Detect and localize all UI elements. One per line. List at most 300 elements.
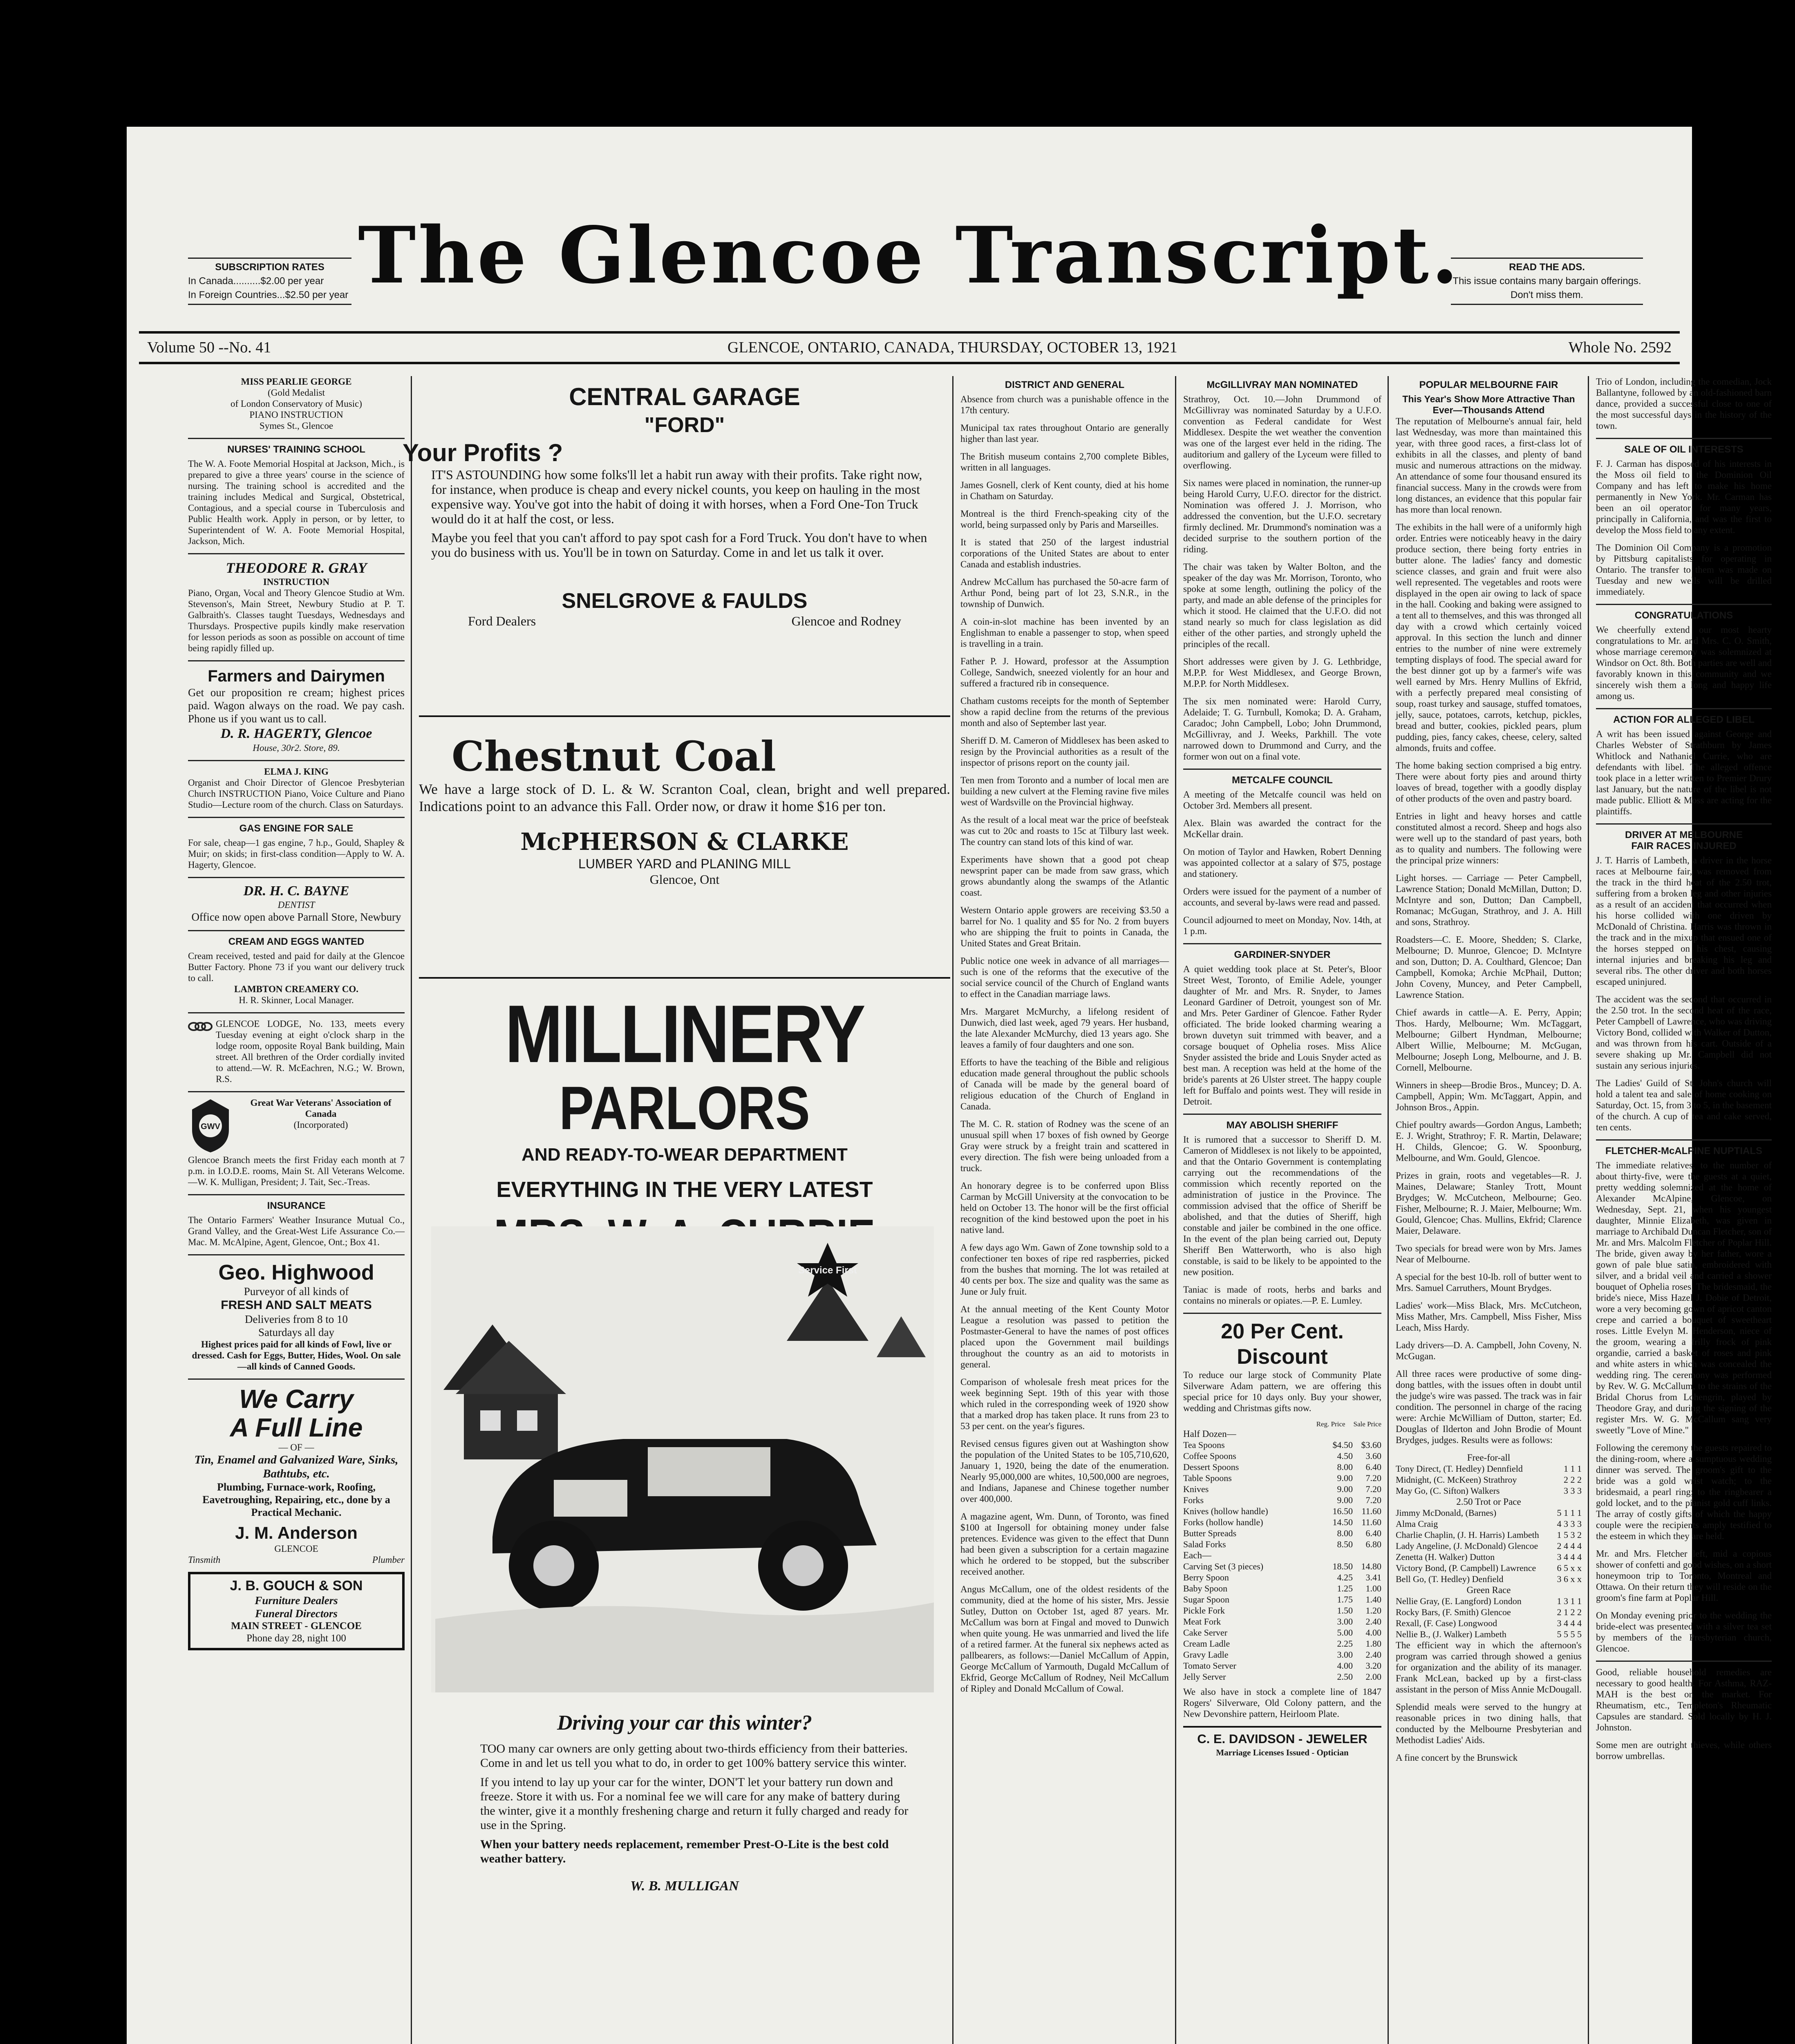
cream-ad	[188, 936, 405, 1006]
row-label: Jelly Server	[1183, 1672, 1226, 1682]
row-value: 5 1 1 1	[1557, 1508, 1582, 1518]
row-value: 2 4 4 4	[1557, 1541, 1582, 1551]
news-item: Mrs. Margaret McMurchy, a lifelong resident of Dunwich, died last week, aged 79 years. Her husband, the late Alexander McMurchy, died 13 years ago. She leaves a family of four daughters and one son.	[960, 1006, 1169, 1050]
col-header: Reg. Price	[1316, 1420, 1345, 1428]
fair-paragraph: The efficient way in which the afternoon's program was carried through showed a genius for organization and the ability of its manager. Frank McLean, backed up by a first-class assistant in the person of Miss Annie McDougall.	[1396, 1640, 1582, 1694]
row-value: 1.80	[1365, 1638, 1381, 1649]
separator	[188, 1378, 405, 1380]
row-label: Tony Direct, (T. Hedley) Dennfield	[1396, 1464, 1523, 1474]
news-paragraph: On Monday evening prior to the wedding the bride-elect was presented with a silver tea set by members of the Presbyterian church, Glencoe.	[1596, 1610, 1772, 1654]
ad-line: Purveyor of all kinds of	[244, 1285, 349, 1298]
row-value: 2 2 2	[1564, 1475, 1582, 1485]
news-paragraph: J. T. Harris of Lambeth, a driver in the horse races at Melbourne fair, was removed from the track in the third heat of the 2.50 trot, suffering from a broken leg and other injuries as a result of an accident that occurred when his horse collided with one driven by McDonald of Christina. Harris was thrown in the track and in the mixup that ensued one of the horses stepped on his chest, causing internal injuries and breaking his leg and several ribs. The other driver and both horses escaped uninjured.	[1596, 855, 1772, 987]
row-label: Coffee Spoons	[1183, 1451, 1236, 1461]
price-row	[1183, 1539, 1381, 1550]
row-label: Salad Forks	[1183, 1539, 1226, 1549]
column-rule	[1388, 376, 1389, 2044]
row-value: 3.00	[1337, 1616, 1353, 1627]
fair-paragraph: Ladies' work—Miss Black, Mrs. McCutcheon, Miss Mather, Mrs. Campbell, Miss Fisher, Miss Leach, Miss Hardy.	[1396, 1300, 1582, 1333]
card-sub: INSTRUCTION	[263, 577, 330, 587]
news-item: A few days ago Wm. Gawn of Zone township sold to a confectioner ten boxes of ripe red raspberries, picked from the bushes that morning. The lot was retailed at 40 cents per box. The size and quality was the same as June or July fruit.	[960, 1242, 1169, 1297]
race-row	[1396, 1551, 1582, 1562]
ad-text: We have a large stock of D. L. & W. Scranton Coal, clean, bright and well prepared. Indications point to an advance this Fall. Order now, or draw it home $16 per ton.	[419, 781, 950, 814]
price-row	[1183, 1605, 1381, 1616]
row-label: Cream Ladle	[1183, 1638, 1230, 1649]
row-label: Charlie Chaplin, (J. H. Harris) Lambeth	[1396, 1530, 1539, 1540]
read-ads-text: This issue contains many bargain offerings. Don't miss them.	[1453, 276, 1641, 300]
ad-trade: Tinsmith	[188, 1555, 221, 1565]
separator	[188, 817, 405, 818]
row-value: 1.00	[1365, 1583, 1381, 1594]
separator	[1183, 943, 1381, 944]
row-label: Carving Set (3 pieces)	[1183, 1561, 1264, 1571]
row-value: 9.00	[1337, 1484, 1353, 1494]
news-paragraph: The Ladies' Guild of St. John's church will hold a talent tea and sale of home cooking on Saturday, Oct. 15, from 3 to 5, in the basement of the church. A cup of tea and cake served, ten cents.	[1596, 1078, 1772, 1132]
row-value: 3.60	[1365, 1451, 1381, 1461]
row-value: 1.75	[1337, 1594, 1353, 1605]
separator	[188, 877, 405, 878]
row-value: 6 5 x x	[1557, 1563, 1582, 1573]
subscription-line: In Foreign Countries...$2.50 per year	[188, 289, 349, 300]
news-item: A coin-in-slot machine has been invented by an Englishman to enable a passenger to stop, when speed is travelling in a train.	[960, 616, 1169, 649]
ad-company: LAMBTON CREAMERY CO.	[234, 984, 358, 994]
column-5	[1183, 376, 1381, 2044]
news-item: Revised census figures given out at Washington show the population of the United States to be 105,710,620, January 1, 1920, being the date of the enumeration. Nearly 95,000,000 are whites, 10,500,000 are negroes, and Indians, Japanese and Chinese together number over 400,000.	[960, 1439, 1169, 1504]
row-label: Rocky Bars, (F. Smith) Glencoe	[1396, 1607, 1511, 1617]
masthead: The Glencoe Transcript.	[358, 210, 1461, 301]
card-name: ELMA J. KING	[264, 766, 329, 777]
news-item: The M. C. R. station of Rodney was the scene of an unusual spill when 17 boxes of fish owned by George Gray were struck by a freight train and scattered in every direction. The fish were being unloaded from a truck.	[960, 1119, 1169, 1173]
news-paragraph: Following the ceremony the guests repaired to the dining-room, where a sumptuous wedding dinner was served. The groom's gift to the bride was a gold wrist watch; to the bridesmaid, a pearl ring; to the ringbearer a gold locket, and to the pianist gold cuff links. The array of costly gifts of which the happy couple were the recipients amply testified to the esteem in which they are held.	[1596, 1443, 1772, 1541]
row-label: Knives (hollow handle)	[1183, 1506, 1268, 1516]
row-value: 2.00	[1365, 1672, 1381, 1682]
central-garage-ad	[403, 382, 950, 629]
row-value: 3 4 4 4	[1557, 1618, 1582, 1628]
price-row	[1183, 1671, 1381, 1682]
news-item: Ten men from Toronto and a number of local men are building a new culvert at the Fleming ravine five miles west of Wardsville on the Provincial highway.	[960, 775, 1169, 807]
price-row	[1183, 1450, 1381, 1461]
price-row	[1183, 1472, 1381, 1484]
price-row	[1183, 1561, 1381, 1572]
row-value: 1.25	[1337, 1583, 1353, 1594]
column-rule	[1588, 376, 1589, 2044]
ad-dealer-line: Ford Dealers	[468, 614, 536, 628]
gas-engine-ad	[188, 823, 405, 870]
row-label: Butter Spreads	[1183, 1528, 1237, 1538]
ad-line: FRESH AND SALT MEATS	[221, 1298, 372, 1312]
col-header: Sale Price	[1353, 1420, 1381, 1428]
row-value: 8.00	[1337, 1462, 1353, 1472]
veterans-notice	[188, 1097, 405, 1188]
row-value: 3.41	[1365, 1572, 1381, 1582]
row-value: 11.60	[1361, 1506, 1381, 1516]
row-label: Forks (hollow handle)	[1183, 1517, 1263, 1527]
ad-trade: Plumber	[372, 1555, 405, 1565]
ad-phone: House, 30r2. Store, 89.	[253, 743, 340, 753]
separator	[1183, 1313, 1381, 1314]
subscription-line: In Canada..........$2.00 per year	[188, 276, 324, 287]
price-row	[1183, 1638, 1381, 1649]
row-value: 8.50	[1337, 1539, 1353, 1549]
news-item: Comparison of wholesale fresh meat prices for the week beginning Sept. 19th of this year with those which ruled in the corresponding week of 1920 show that a marked drop has taken place. It runs from 23 to 53 per cent. on the year's figures.	[960, 1377, 1169, 1431]
fair-paragraph: The reputation of Melbourne's annual fair, held last Wednesday, was more than maintained this year, with three good races, a first-class lot of exhibits in all the classes, and plenty of band music and numerous attractions on the midway. An attendance of some four thousand ensured its financial success. Many in the crowds were from long distances, an evidence that this popular fair has more than local renown.	[1396, 416, 1582, 515]
column-4	[960, 376, 1169, 2044]
notice-text: The Ontario Farmers' Weather Insurance Mutual Co., Grand Valley, and the Great-West Life Assurance Co.—Mac. M. McAlpine, Agent, Glencoe, Ont.; Box 41.	[188, 1215, 405, 1247]
ad-sub: AND READY-TO-WEAR DEPARTMENT	[521, 1145, 848, 1165]
row-value: 2.50	[1337, 1672, 1353, 1682]
news-paragraph: It is rumored that a successor to Sheriff D. M. Cameron of Middlesex is not likely to be appointed, and that the Ontario Government is contemplating carrying out the recommendations of the commission which recently reported on the administration of justice in the Province. The commission advised that the office of Sheriff be abolished, and that the duties of Sheriff, high constable and jailer be combined in the one office. In the event of the plan being carried out, Deputy Sheriff Ben Watterworth, who is also high constable, is said to be likely to be appointed to the new position.	[1183, 1134, 1381, 1277]
row-value: 14.80	[1361, 1561, 1381, 1571]
news-paragraph: Some men are outright thieves, while others borrow umbrellas.	[1596, 1740, 1772, 1761]
farmers-ad	[188, 666, 405, 753]
news-items	[960, 394, 1169, 1694]
ad-title: Discount	[1237, 1345, 1328, 1369]
chain-links-icon	[188, 1018, 213, 1035]
row-label: May Go, (C. Sifton) Walkers	[1396, 1486, 1500, 1496]
notice-sub: (Incorporated)	[293, 1120, 348, 1130]
row-value: 5 5 5 5	[1557, 1629, 1582, 1639]
row-value: 18.50	[1332, 1561, 1353, 1571]
ad-line: Phone day 28, night 100	[246, 1633, 346, 1644]
whole-number: Whole No. 2592	[1568, 339, 1672, 356]
row-value: 4 3 3 3	[1557, 1519, 1582, 1529]
separator	[188, 660, 405, 661]
row-value: 3.00	[1337, 1650, 1353, 1660]
row-label: Cake Server	[1183, 1627, 1228, 1638]
notice-text: GLENCOE LODGE, No. 133, meets every Tuesday evening at eight o'clock sharp in the lodge room, opposite Royal Bank building, Main street. All brethren of the Order cordially invited to attend.—W. R. McEachren, N.G.; W. Brown, R.S.	[216, 1019, 405, 1084]
price-row	[1183, 1572, 1381, 1583]
news-item: Angus McCallum, one of the oldest residents of the community, died at the home of his sister, Mrs. Jessie Sutley, Dutton on October 1st, aged 87 years. Mr. McCallum was born at Fingal and moved to Dunwich when quite young. He was unmarried and lived the life of a retired farmer. At the funeral six nephews acted as pallbearers, as follows:—Daniel McCallum of Appin, George McCallum of Yarmouth, Dugald McCallum of Ekfrid, George McCallum of Rodney, Neil McCallum of Ripley and Donald McCallum of Cowal.	[960, 1584, 1169, 1694]
news-paragraph: Mr. and Mrs. Fletcher left, mid a copious shower of confetti and good wishes, on a short honeymoon trip to Toronto, Montreal and Ottawa. On their return they will reside on the groom's fine farm at Poplar Hill.	[1596, 1549, 1772, 1603]
fair-paragraph: A special for the best 10-lb. roll of butter went to Mrs. Samuel Carruthers, Mount Brydges.	[1396, 1272, 1582, 1293]
column-7	[1596, 376, 1772, 2044]
section-title: DISTRICT AND GENERAL	[1005, 379, 1125, 390]
separator	[1596, 438, 1772, 439]
fair-paragraph: Roadsters—C. E. Moore, Shedden; S. Clarke, Melbourne; D. Munroe, Glencoe; D. McIntyre and son, Dutton; D. A. Coulthard, Glencoe; Dan Campbell, Komoka; Archie McPhail, Dutton; John Coveny, Muncey, and Peter Campbell, Lawrence Station.	[1396, 935, 1582, 1000]
price-row	[1183, 1616, 1381, 1627]
ad-text: If you intend to lay up your car for the winter, DON'T let your battery run down and freeze. Store it with us. For a nominal fee we will care for any make of battery during the winter, give it a monthly freshening charge and return it fully charged and ready for use in the Spring.	[480, 1775, 909, 1832]
fair-paragraph: Winners in sheep—Brodie Bros., Muncey; D. A. Campbell, Appin; Wm. McTaggart, Appin, and Johnson Bros., Appin.	[1396, 1080, 1582, 1112]
battery-ad	[419, 1218, 950, 1898]
row-label: Meat Fork	[1183, 1616, 1221, 1627]
row-value: 1 1 1	[1564, 1464, 1582, 1474]
section-title: GARDINER-SNYDER	[1234, 949, 1331, 960]
gouch-ad	[188, 1572, 405, 1650]
read-ads-title: READ THE ADS.	[1509, 262, 1585, 273]
row-label: Sugar Spoon	[1183, 1594, 1230, 1605]
section-title: METCALFE COUNCIL	[1232, 775, 1333, 786]
news-item: At the annual meeting of the Kent County Motor League a resolution was passed to petition the Postmaster-General to have the names of post offices placed upon the Government mail buildings throughout the country as an aid to motorists in general.	[960, 1304, 1169, 1369]
row-label: Dessert Spoons	[1183, 1462, 1239, 1472]
ad-text: Get our proposition re cream; highest prices paid. Wagon always on the road. We pay cash. Phone us if you want us to call.	[188, 686, 405, 725]
row-label: Bell Go, (T. Hedley) Denfield	[1396, 1574, 1504, 1584]
ad-text: To reduce our large stock of Community Plate Silverware Adam pattern, we are offering this special price for 10 days only. Buy your shower, wedding and Christmas gifts now.	[1183, 1370, 1381, 1413]
ad-line: Deliveries from 8 to 10	[245, 1313, 348, 1325]
news-item: A magazine agent, Wm. Dunn, of Toronto, was fined $100 at Ingersoll for obtaining money under false pretences. Evidence was given to the effect that Dunn had been given a subscription for a certain magazine which he ordered to be stopped, but the subscriber received another.	[960, 1511, 1169, 1577]
fair-paragraph: Chief awards in cattle—A. E. Perry, Appin; Thos. Hardy, Melbourne; Wm. McTaggart, Melbourne; Gilbert Hyndman, Melbourne; Albert Willie, Melbourne; M. McGugan, Melbourne; Joseph Long, Melbourne, and J. B. Cornell, Melbourne.	[1396, 1007, 1582, 1073]
separator	[1596, 823, 1772, 825]
row-label: Pickle Fork	[1183, 1605, 1225, 1616]
row-value: 5.00	[1337, 1627, 1353, 1638]
notice-title: NURSES' TRAINING SCHOOL	[227, 444, 365, 455]
row-label: Tomato Server	[1183, 1661, 1236, 1671]
fair-paragraph: Chief poultry awards—Gordon Angus, Lambeth; E. J. Wright, Strathroy; F. R. Martin, Delaware; H. Childs, Glencoe; G. W. Spoonburg, Melbourne, and Wm. Gould, Glencoe.	[1396, 1120, 1582, 1163]
row-value: 3.20	[1365, 1661, 1381, 1671]
ad-manager: H. R. Skinner, Local Manager.	[239, 995, 354, 1005]
news-item: Absence from church was a punishable offence in the 17th century.	[960, 394, 1169, 415]
ad-name: J. M. Anderson	[235, 1523, 358, 1542]
ad-headline: Your Profits ?	[403, 439, 563, 466]
jeweler-name: C. E. DAVIDSON - JEWELER	[1197, 1732, 1368, 1746]
news-paragraph: Orders were issued for the payment of a number of accounts, and several by-laws were read and passed.	[1183, 886, 1381, 908]
news-paragraph: F. J. Carman has disposed of his interests in the Moss oil field to the Dominion Oil Company and has left to make his home permanently in New York. Mr. Carman has been an oil operator for many years, principally in California, and was the first to develop the Moss field to any extent.	[1596, 459, 1772, 535]
fair-paragraph: Splendid meals were served to the hungry at reasonable prices in two dining halls, that conducted by the Melbourne Presbyterian and Methodist Ladies' Aids.	[1396, 1702, 1582, 1745]
section-title: FAIR RACES INJURED	[1631, 840, 1737, 852]
notice-title: Great War Veterans' Association of Canada	[250, 1098, 392, 1119]
row-value: 14.50	[1332, 1517, 1353, 1527]
separator	[188, 930, 405, 931]
separator	[188, 553, 405, 554]
ad-sub: "FORD"	[644, 413, 725, 437]
card-line: of London Conservatory of Music)	[231, 399, 362, 409]
section-title: MAY ABOLISH SHERIFF	[1226, 1120, 1338, 1131]
price-row	[1183, 1439, 1381, 1450]
ad-line: Tin, Enamel and Galvanized Ware, Sinks, Bathtubs, etc.	[194, 1453, 398, 1480]
lodge-notice	[188, 1018, 405, 1085]
row-value: 1 5 3 2	[1557, 1530, 1582, 1540]
row-label: Baby Spoon	[1183, 1583, 1228, 1594]
price-row	[1183, 1461, 1381, 1472]
race-row	[1396, 1562, 1582, 1573]
row-value: 2.40	[1365, 1616, 1381, 1627]
row-label: Rexall, (F. Case) Longwood	[1396, 1618, 1497, 1628]
ad-headline: A Full Line	[230, 1413, 363, 1442]
group-label: Each—	[1183, 1550, 1211, 1560]
ad-rule	[1183, 1726, 1381, 1728]
header-rule	[139, 331, 1680, 334]
ad-title: Driving your car this winter?	[557, 1711, 812, 1735]
subscription-title: SUBSCRIPTION RATES	[215, 262, 325, 273]
card-sub: DENTIST	[278, 900, 315, 910]
wedding-text: A quiet wedding took place at St. Peter's, Bloor Street West, Toronto, of Emilie Adele, younger daughter of Mr. and Mrs. R. Snyder, to James Leonard Gardiner of Detroit, youngest son of Mr. and Mrs. Peter Gardiner of Glencoe. Father Ryder officiated. The bride looked charming wearing a brown duvetyn suit trimmed with beaver, and a corsage bouquet of Ophelia roses. Miss Alice Snyder assisted the bride and Louis Snyder acted as best man. A reception was held at the home of the bride's parents at 26 Ulster street. The happy couple left for Buffalo and points west. They will reside in Detroit.	[1183, 964, 1381, 1107]
row-value: 2 1 2 2	[1557, 1607, 1582, 1617]
ad-name: W. B. MULLIGAN	[630, 1878, 739, 1894]
separator	[1183, 1114, 1381, 1115]
ad-sub: LUMBER YARD and PLANING MILL	[578, 856, 791, 871]
race-row	[1396, 1474, 1582, 1485]
ad-text: IT'S ASTOUNDING how some folks'll let a habit run away with their profits. Take right now, for instance, when produce is cheap and every nickel counts, you keep on hauling in the most expensive way. You've got into the habit of doing it with horses, when a Ford One-Ton Truck would do it at half the cost, or less.	[431, 467, 922, 526]
ad-headline: We Carry	[239, 1384, 354, 1414]
row-value: 2.40	[1365, 1650, 1381, 1660]
news-item: Municipal tax rates throughout Ontario are generally higher than last year.	[960, 423, 1169, 444]
news-paragraph: Strathroy, Oct. 10.—John Drummond of McGillivray was nominated Saturday by a U.F.O. convention as Federal candidate for West Middlesex. Despite the wet weather the convention was one of the largest ever held in the riding. The auditorium and gallery of the Lyceum were filled to overflowing.	[1183, 394, 1381, 471]
race-title: Green Race	[1466, 1585, 1511, 1595]
fair-paragraph: Prizes in grain, roots and vegetables—R. J. Maines, Delaware; Stanley Trott, Mount Brydges; W. McCutcheon, Melbourne; Geo. Fisher, Melbourne; R. J. Maier, Melbourne; Wm. Gould, Glencoe; Chas. Mullins, Ekfrid; Clarence Maier, Delaware.	[1396, 1170, 1582, 1236]
row-value: 4.50	[1337, 1451, 1353, 1461]
section-title: ACTION FOR ALLEGED LIBEL	[1613, 714, 1755, 725]
anderson-ad	[188, 1385, 405, 1565]
ad-title: GAS ENGINE FOR SALE	[239, 823, 354, 834]
price-row	[1183, 1583, 1381, 1594]
fair-paragraph: The exhibits in the hall were of a uniformly high order. Entries were noticeably heavy in the dairy produce section, there being forty entries in butter alone. The ladies' fancy and domestic science classes, and grain and fruit were also well represented. The vegetables and roots were displayed in the open air owing to lack of space in the hall. Cooking and baking were assigned to a tent all to themselves, and this was thronged all day with a crowd which certainly voiced approval. In this section the lunch and dinner entries to the number of nine were extremely tempting displays of food. The special award for the best dinner got up by a farmer's wife was well earned by Mrs. Henry Mullins of Ekfrid, with a perfectly prepared meal consisting of soup, roast turkey and sausage, stuffed tomatoes, jelly, sauce, potatoes, carrots, ketchup, pickles, bread and butter, cookies, pickled pears, plum pudding, pies, fancy cakes, cheese, celery, salted almonds, fruits and coffee.	[1396, 522, 1582, 753]
volume-number: Volume 50 --No. 41	[147, 339, 271, 356]
price-row	[1183, 1506, 1381, 1517]
ad-title: CENTRAL GARAGE	[569, 383, 800, 410]
card-name: THEODORE R. GRAY	[226, 560, 367, 576]
row-value: 1 3 1 1	[1557, 1596, 1582, 1606]
race-row	[1396, 1540, 1582, 1551]
news-item: Public notice one week in advance of all marriages—such is one of the reforms that the executive of the social service council of the Church of England wants to effect in the Canadian marriage laws.	[960, 956, 1169, 999]
price-row	[1183, 1484, 1381, 1495]
row-label: Jimmy McDonald, (Barnes)	[1396, 1508, 1497, 1518]
news-item: Father P. J. Howard, professor at the Assumption College, Sandwich, sneezed violently for an hour and suffered a fractured rib in consequence.	[960, 656, 1169, 688]
race-results	[1396, 1463, 1582, 1496]
section-title: DRIVER AT MELBOURNE	[1625, 829, 1743, 840]
news-paragraph: The chair was taken by Walter Bolton, and the speaker of the day was Mr. Morrison, Toronto, who spoke at some length, outlining the policy of the party, and made an able defense of the principles for which it stood. He claimed that the U.F.O. did not stand nearly so much for class legislation as did either of the other parties, and strongly upheld the principles of the recall.	[1183, 562, 1381, 649]
svg-text:GWV: GWV	[201, 1122, 220, 1131]
card-name: MISS PEARLIE GEORGE	[241, 377, 352, 387]
race-row	[1396, 1507, 1582, 1518]
insurance-notice	[188, 1200, 405, 1248]
notice-text: The W. A. Foote Memorial Hospital at Jackson, Mich., is prepared to give a three years' course in the science of nursing. The training school is accredited and the training includes Medical and Surgical, Obstetrical, Contagious, and a special course in Tuberculosis and Public Health work. Apply in person, or by letter, to Superintendent of W. A. Foote Memorial Hospital, Jackson, Mich.	[188, 459, 405, 546]
news-paragraph: The immediate relatives, to the number of about thirty-five, were the guests at a quiet, pretty wedding solemnized at the home of Alexander McAlpine, Glencoe, on Wednesday, Sept. 21, when his youngest daughter, Minnie Elizabeth, was given in marriage to Archibald Duncan Fletcher, son of Mr. and Mrs. Malcolm Fletcher of Poplar Hill. The bride, given away by her father, wore a gown of pale blue satin, embroidered with silver, and a bridal veil and carried a shower bouquet of Ophelia roses. The bridesmaid, the bride's niece, Miss Hazel J. Dobie of Detroit, wore a very becoming gown of apricot canton crepe and carried a bouquet of sweetheart roses. Little Evelyn M. Henderson, niece of the groom, wearing a frilly frock of pink organdie, carried a basket of roses and pink and white asters in which was concealed the wedding ring. The ceremony was performed by Rev. W. G. McCallum, to the strains of the Bridal Chorus from Lohengrin, played by Theodore Gray, and during the signing of the register Mrs. W. G. McCallum sang very sweetly "Love of Mine."	[1596, 1160, 1772, 1435]
ad-text: For sale, cheap—1 gas engine, 7 h.p., Gould, Shapley & Muir; on skids; in first-class condition—Apply to W. A. Hagerty, Glencoe.	[188, 838, 405, 870]
news-paragraph: The Dominion Oil Company is a promotion by Pittsburg capitalists for operating in Ontario. The transfer to them was made on Tuesday and new wells will be drilled immediately.	[1596, 542, 1772, 597]
race-title: Free-for-all	[1467, 1452, 1511, 1463]
price-row	[1183, 1649, 1381, 1660]
notice-text: Glencoe Branch meets the first Friday each month at 7 p.m. in I.O.D.E. rooms, Main St. All Veterans Welcome.—W. K. Mulligan, President; J. Tait, Sec.-Treas.	[188, 1155, 405, 1187]
separator	[188, 438, 405, 439]
ad-dealer-line: Glencoe and Rodney	[791, 614, 901, 628]
race-row	[1396, 1529, 1582, 1540]
separator	[188, 1254, 405, 1255]
row-value: 7.20	[1365, 1484, 1381, 1494]
ad-rule	[419, 977, 950, 979]
ad-title: PARLORS	[559, 1074, 810, 1142]
news-paragraph: Good, reliable household remedies are necessary to good health. For Asthma, RAZ-MAH is the best on the market. For Rheumatism, etc., Templeton's Rheumatic Capsules are standard. Sold locally by H. J. Johnston.	[1596, 1667, 1772, 1732]
row-value: 3 4 4 4	[1557, 1552, 1582, 1562]
race-row	[1396, 1573, 1582, 1585]
column-rule	[952, 376, 953, 2044]
price-table	[1183, 1561, 1381, 1682]
race-results	[1396, 1596, 1582, 1640]
ad-text: Highest prices paid for all kinds of Fowl, live or dressed. Cash for Eggs, Butter, Hides, Wool. On sale—all kinds of Canned Goods.	[192, 1339, 401, 1372]
row-value: 6.80	[1365, 1539, 1381, 1549]
race-row	[1396, 1618, 1582, 1629]
news-item: Efforts to have the teaching of the Bible and religious education made general throughout the public schools of Canada will be made by the general board of religious education of the Church of England in Canada.	[960, 1057, 1169, 1112]
row-label: Tea Spoons	[1183, 1440, 1225, 1450]
ad-dealer: SNELGROVE & FAULDS	[562, 589, 808, 613]
veterans-badge-icon	[188, 1097, 233, 1154]
row-value: 6.40	[1365, 1528, 1381, 1538]
separator	[1596, 1139, 1772, 1141]
row-value: 9.00	[1337, 1495, 1353, 1505]
section-title: CONGRATULATIONS	[1634, 610, 1733, 621]
ad-company: McPHERSON & CLARKE	[520, 828, 849, 856]
ad-town: Glencoe, Ont	[649, 872, 720, 887]
news-paragraph: Taniac is made of roots, herbs and barks and contains no minerals or opiates.—P. E. Lumley.	[1183, 1284, 1381, 1306]
highwood-ad	[188, 1260, 405, 1372]
price-row	[1183, 1627, 1381, 1638]
card-name: DR. H. C. BAYNE	[243, 883, 349, 899]
column-1	[188, 376, 405, 2044]
row-label: Nellie B., (J. Walker) Lambeth	[1396, 1629, 1506, 1639]
fair-paragraph: A fine concert by the Brunswick	[1396, 1753, 1518, 1763]
section-title: SALE OF OIL INTERESTS	[1624, 444, 1744, 455]
row-value: 1.40	[1365, 1594, 1381, 1605]
race-row	[1396, 1485, 1582, 1496]
row-value: 4.00	[1365, 1627, 1381, 1638]
ad-rule	[419, 715, 950, 717]
race-title: 2.50 Trot or Pace	[1456, 1497, 1521, 1507]
ad-line: Furniture Dealers	[255, 1594, 338, 1607]
ad-text: TOO many car owners are only getting about two-thirds efficiency from their batteries. Come in and let us tell you what to do, in order to get 100% battery service this winter.	[480, 1742, 908, 1770]
separator	[188, 1194, 405, 1195]
ad-text: Cream received, tested and paid for daily at the Glencoe Butter Factory. Phone 73 if you want our delivery truck to call.	[188, 951, 405, 983]
group-label: Half Dozen—	[1183, 1429, 1236, 1439]
chestnut-coal-ad	[419, 732, 950, 887]
badge-label: Service First	[798, 1265, 857, 1276]
separator	[188, 1091, 405, 1092]
row-value: 7.20	[1365, 1473, 1381, 1483]
elma-king-card	[188, 766, 405, 810]
news-paragraph: The accident was the second that occurred in the 2.50 trot. In the second heat of the race, Peter Campbell of Lawrence, who was driving Victory Bond, collided with Walker of Dutton, and was thrown from his cart. Outside of a severe shaking up Mr. Campbell did not sustain any serious injuries.	[1596, 994, 1772, 1071]
news-paragraph: The six men nominated were: Harold Curry, Adelaide; T. G. Turnbull, Komoka; D. A. Graham, Caradoc; John Campbell, Lobo; John Drummond, McGillivray, and J. Weeks, Parkhill. The vote narrowed down to Drummond and Curry, and the former won out on a final vote.	[1183, 696, 1381, 762]
row-label: Lady Angeline, (J. McDonald) Glencoe	[1396, 1541, 1538, 1551]
row-value: 2.25	[1337, 1638, 1353, 1649]
price-row	[1183, 1517, 1381, 1528]
fair-paragraph: All three races were productive of some ding-dong battles, with the issues often in doubt until the judge's wire was passed. The track was in fair condition. The personnel in charge of the racing were: Archie McWilliam of Dutton, starter; Ed. Douglas of Ilderton and John Brodie of Mount Brydges, judges. Results were as follows:	[1396, 1369, 1582, 1445]
race-row	[1396, 1607, 1582, 1618]
ad-text: Plumbing, Furnace-work, Roofing, Eavetroughing, Repairing, etc., done by a Practical Mechanic.	[202, 1481, 390, 1518]
row-value: $4.50	[1332, 1440, 1353, 1450]
ad-text: Maybe you feel that you can't afford to pay spot cash for a Ford Truck. You don't have to when you do business with us. You'll be in town on Saturday. Come in and let us talk it over.	[431, 530, 927, 560]
subscription-rates-box	[188, 258, 351, 305]
row-value: 16.50	[1332, 1506, 1353, 1516]
ad-name: Geo. Highwood	[218, 1261, 374, 1284]
section-title: McGILLIVRAY MAN NOMINATED	[1206, 379, 1358, 390]
section-title: FLETCHER-McALPINE NUPTIALS	[1605, 1145, 1762, 1156]
news-paragraph: Six names were placed in nomination, the runner-up being Harold Curry, U.F.O. director for the district. Nomination was offered J. J. Morrison, who addressed the convention, but the U.F.O. secretary firmly declined. Mr. Drummond's nomination was a decided surprise to the southern portion of the riding.	[1183, 478, 1381, 554]
row-value: 4.00	[1337, 1661, 1353, 1671]
ad-name: D. R. HAGERTY, Glencoe	[220, 726, 372, 741]
nurses-school-notice	[188, 444, 405, 547]
row-value: 1.20	[1365, 1605, 1381, 1616]
separator	[1596, 604, 1772, 605]
ad-title: CREAM AND EGGS WANTED	[228, 936, 365, 947]
row-label: Gravy Ladle	[1183, 1650, 1229, 1660]
place-date: GLENCOE, ONTARIO, CANADA, THURSDAY, OCTOBER 13, 1921	[727, 339, 1177, 356]
ad-sub: EVERYTHING IN THE VERY LATEST	[496, 1177, 873, 1202]
price-row	[1183, 1528, 1381, 1539]
race-row	[1396, 1596, 1582, 1607]
news-paragraph: Short addresses were given by J. G. Lethbridge, M.P.P. for West Middlesex, and George Brown, M.P.P. for North Middlesex.	[1183, 657, 1381, 689]
row-label: Berry Spoon	[1183, 1572, 1229, 1582]
ad-text: We also have in stock a complete line of 1847 Rogers' Silverware, Old Colony pattern, and the New Devonshire pattern, Heirloom Plate.	[1183, 1687, 1381, 1719]
news-item: Sheriff D. M. Cameron of Middlesex has been asked to resign by the Provincial authorities as a result of the inspector of prisons report on the county jail.	[960, 735, 1169, 768]
row-value: 4.25	[1337, 1572, 1353, 1582]
news-item: An honorary degree is to be conferred upon Bliss Carman by McGill University at the convocation to be held on October 13. The honor will be the first official recognition of the kind bestowed upon the poet in his native land.	[960, 1181, 1169, 1235]
row-label: Zenetta (H. Walker) Dutton	[1396, 1552, 1495, 1562]
price-row	[1183, 1495, 1381, 1506]
ad-line: Saturdays all day	[258, 1326, 334, 1338]
row-value: 9.00	[1337, 1473, 1353, 1483]
row-label: Table Spoons	[1183, 1473, 1232, 1483]
fair-continued: Trio of London, including the comedian, Jock Ballantyne, followed by an old-fashioned barn dance, provided a successful close to one of the most successful days in the history of the town.	[1596, 377, 1772, 431]
row-value: 3 3 3	[1564, 1486, 1582, 1496]
ad-title: Farmers and Dairymen	[208, 667, 385, 685]
ad-name: J. B. GOUCH & SON	[230, 1578, 363, 1594]
